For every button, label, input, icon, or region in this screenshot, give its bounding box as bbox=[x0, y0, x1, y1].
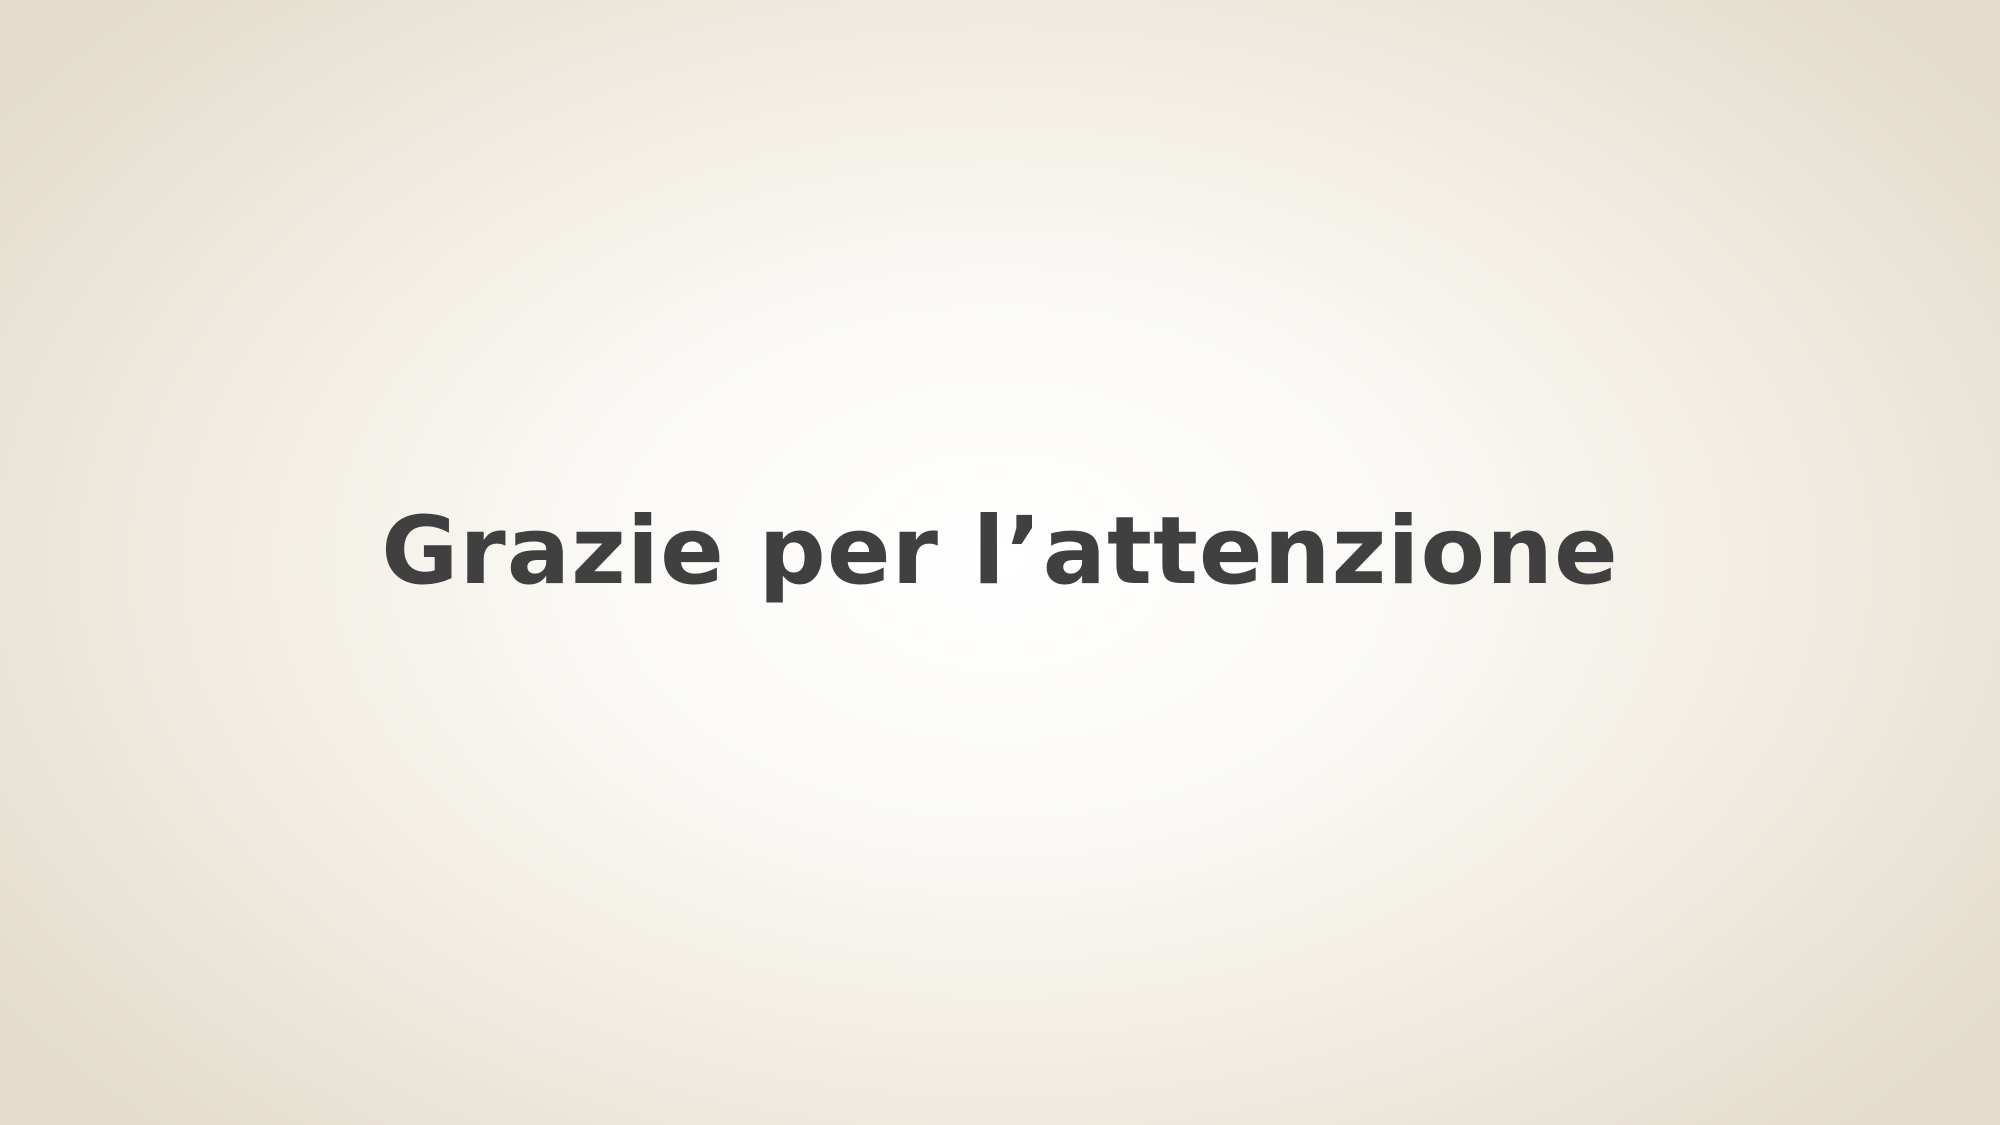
slide-title: Grazie per l’attenzione bbox=[381, 497, 1619, 606]
